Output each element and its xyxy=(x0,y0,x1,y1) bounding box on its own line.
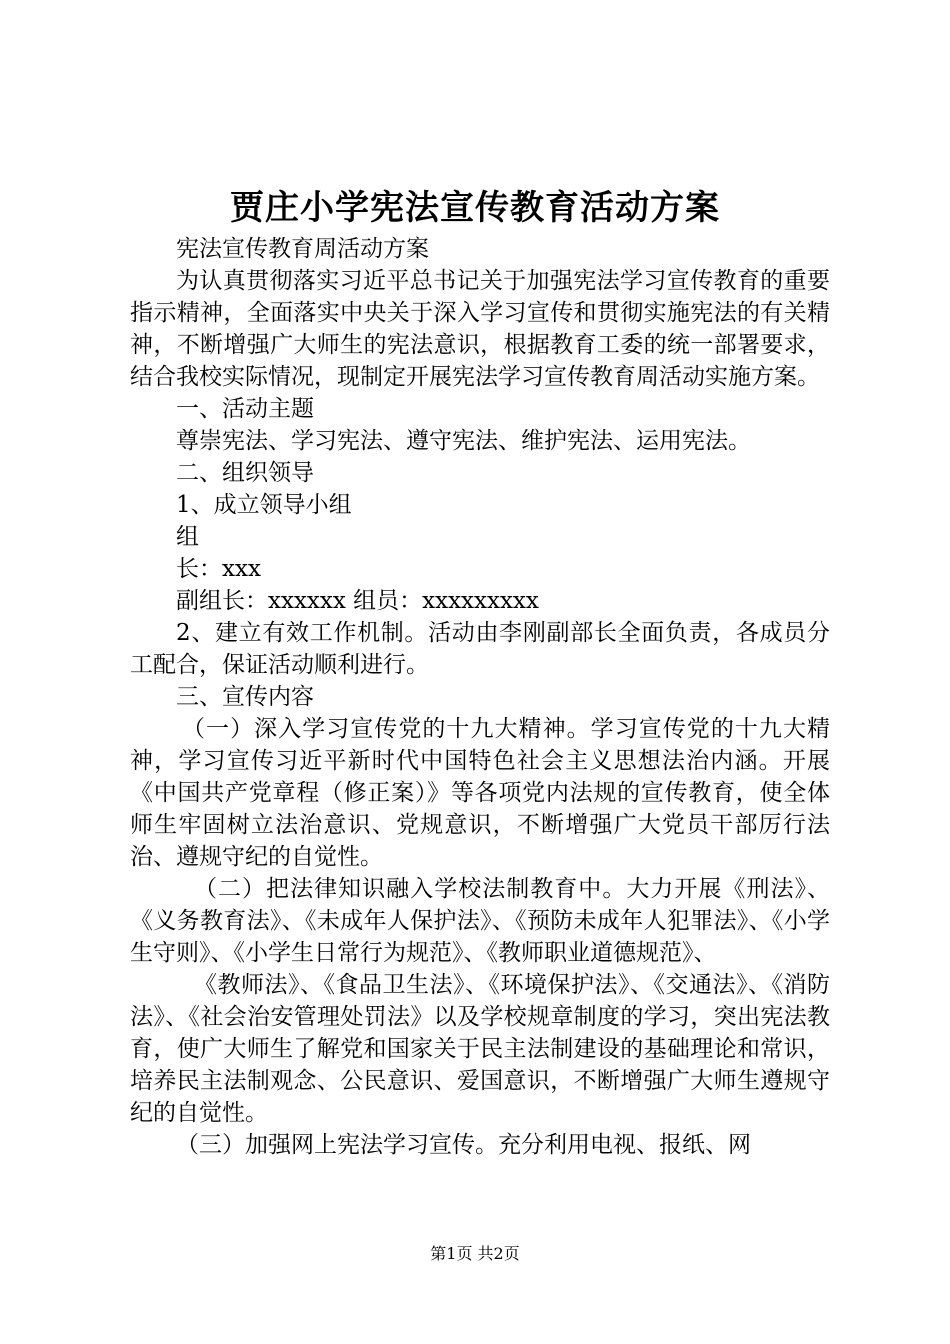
paragraph-content-2-cont: 《教师法》、《食品卫生法》、《环境保护法》、《交通法》、《消防法》、《社会治安管理处罚法》以及学校规章制度的学习，突出宪法教育，使广大师生了解党和国家关于民主法制建设的基础理论和常识，培养民主法制观念、公民意识、爱国意识，不断增强广大师生遵规守纪的自觉性。 xyxy=(130,972,830,1126)
paragraph-deputy: 副组长：xxxxxx 组员：xxxxxxxxx xyxy=(176,588,539,614)
paragraph-leader-part1: 组 xyxy=(176,524,199,550)
paragraph-subtitle: 宪法宣传教育周活动方案 xyxy=(176,236,429,262)
paragraph-content-3: （三）加强网上宪法学习宣传。充分利用电视、报纸、网 xyxy=(176,1132,751,1158)
paragraph-group: 1、成立领导小组 xyxy=(176,492,352,518)
document-title: 贾庄小学宪法宣传教育活动方案 xyxy=(230,188,720,228)
document-body xyxy=(130,233,830,1161)
paragraph-content-2: （二）把法律知识融入学校法制教育中。大力开展《刑法》、《义务教育法》、《未成年人保护法》、《预防未成年人犯罪法》、《小学生守则》、《小学生日常行为规范》、《教师职业道德规范》、 xyxy=(130,876,830,966)
paragraph-intro: 为认真贯彻落实习近平总书记关于加强宪法学习宣传教育的重要指示精神，全面落实中央关于深入学习宣传和贯彻实施宪法的有关精神，不断增强广大师生的宪法意识，根据教育工委的统一部署要求，结合我校实际情况，现制定开展宪法学习宣传教育周活动实施方案。 xyxy=(130,268,830,390)
paragraph-leader-part2: 长：xxx xyxy=(176,556,261,582)
heading-content: 三、宣传内容 xyxy=(176,684,314,710)
heading-theme: 一、活动主题 xyxy=(176,396,314,422)
paragraph-mechanism: 2、建立有效工作机制。活动由李刚副部长全面负责，各成员分工配合，保证活动顺利进行。 xyxy=(130,620,830,678)
paragraph-theme: 尊崇宪法、学习宪法、遵守宪法、维护宪法、运用宪法。 xyxy=(176,428,751,454)
heading-leadership: 二、组织领导 xyxy=(176,460,314,486)
page-footer: 第1页 共2页 xyxy=(430,1244,520,1263)
paragraph-content-1: （一）深入学习宣传党的十九大精神。学习宣传党的十九大精神，学习宣传习近平新时代中国特色社会主义思想法治内涵。开展《中国共产党章程（修正案）》等各项党内法规的宣传教育，使全体师生牢固树立法治意识、党规意识，不断增强广大党员干部厉行法治、遵规守纪的自觉性。 xyxy=(130,716,830,870)
